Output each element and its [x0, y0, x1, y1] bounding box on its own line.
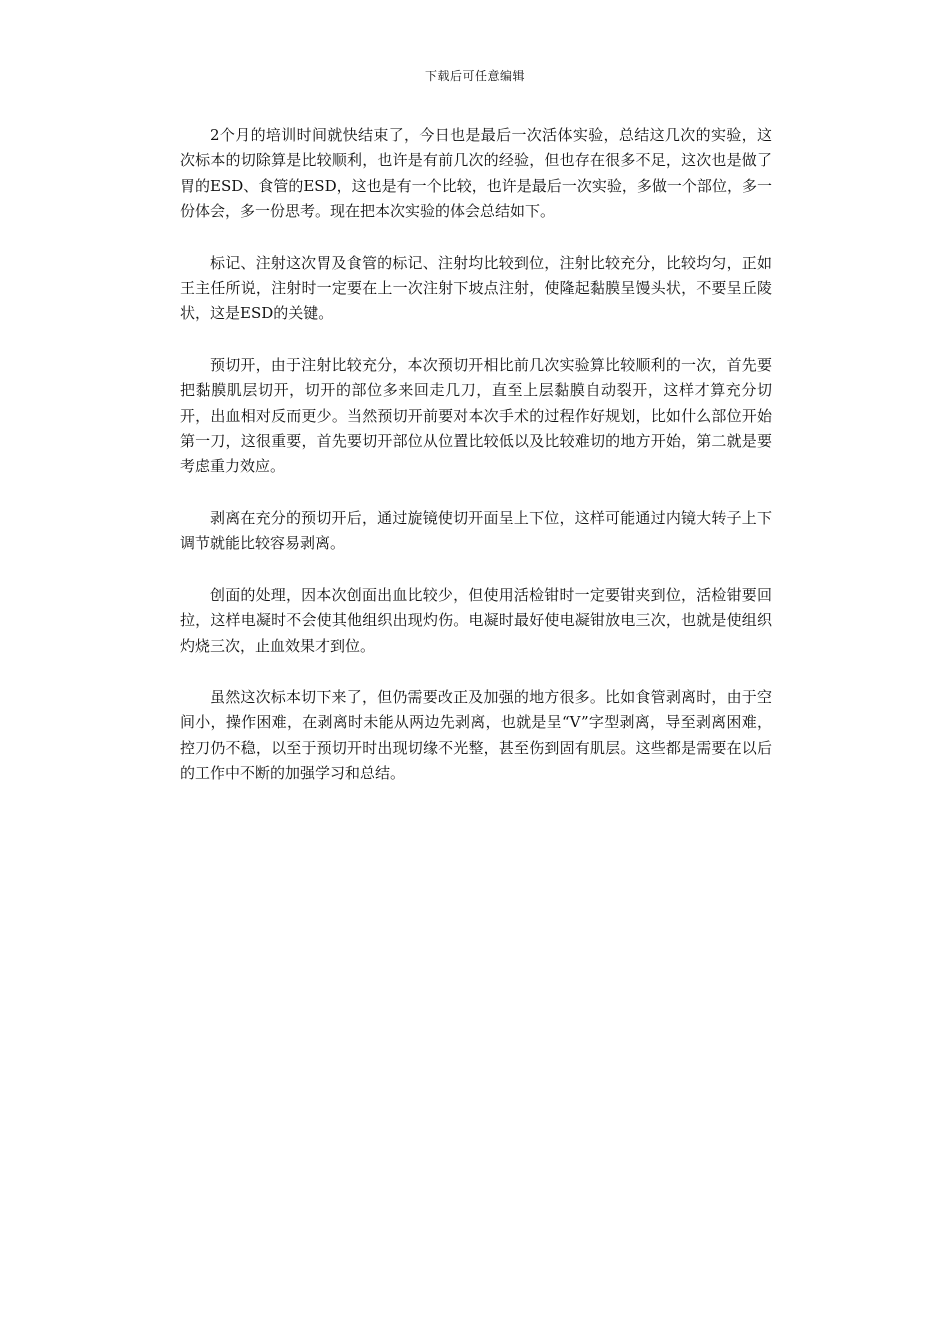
document-body [180, 123, 772, 813]
paragraph-marking-injection: 标记、注射这次胃及食管的标记、注射均比较到位，注射比较充分，比较均匀，正如王主任所说，注射时一定要在上一次注射下坡点注射，使隆起黏膜呈馒头状，不要呈丘陵状，这是ESD的关键。 [180, 253, 772, 323]
page-header-note: 下载后可任意编辑 [424, 69, 525, 83]
paragraph-conclusion: 虽然这次标本切下来了，但仍需要改正及加强的地方很多。比如食管剥离时，由于空间小，操作困难，在剥离时未能从两边先剥离，也就是呈“V”字型剥离，导至剥离困难，控刀仍不稳，以至于预切开时出现切缘不光整，甚至伤到固有肌层。这些都是需要在以后的工作中不断的加强学习和总结。 [180, 687, 772, 783]
paragraph-pre-incision: 预切开，由于注射比较充分，本次预切开相比前几次实验算比较顺利的一次，首先要把黏膜肌层切开，切开的部位多来回走几刀，直至上层黏膜自动裂开，这样才算充分切开，出血相对反而更少。当然预切开前要对本次手术的过程作好规划，比如什么部位开始第一刀，这很重要，首先要切开部位从位置比较低以及比较难切的地方开始，第二就是要考虑重力效应。 [180, 355, 772, 476]
paragraph-dissection: 剥离在充分的预切开后，通过旋镜使切开面呈上下位，这样可能通过内镜大转子上下调节就能比较容易剥离。 [180, 508, 772, 553]
paragraph-intro: 2个月的培训时间就快结束了，今日也是最后一次活体实验，总结这几次的实验，这次标本的切除算是比较顺利，也许是有前几次的经验，但也存在很多不足，这次也是做了胃的ESD、食管的ESD，这也是有一个比较，也许是最后一次实验，多做一个部位，多一份体会，多一份思考。现在把本次实验的体会总结如下。 [180, 126, 772, 221]
paragraph-wound-treatment: 创面的处理，因本次创面出血比较少，但使用活检钳时一定要钳夹到位，活检钳要回拉，这样电凝时不会使其他组织出现灼伤。电凝时最好使电凝钳放电三次，也就是使组织灼烧三次，止血效果才到位。 [180, 585, 772, 655]
